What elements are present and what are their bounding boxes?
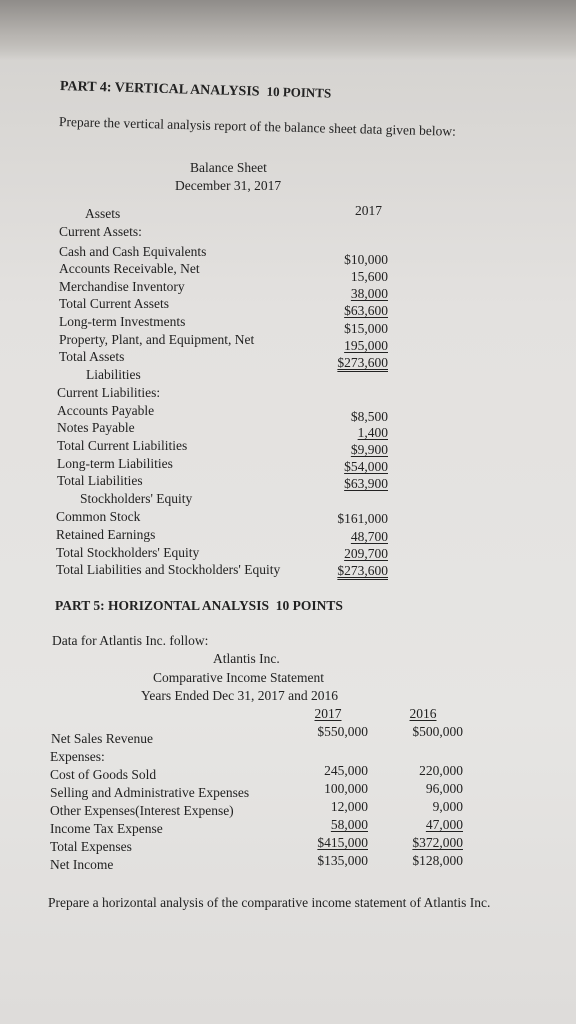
expenses-header: Expenses: [50, 749, 105, 764]
row-label: Common Stock [56, 509, 141, 524]
row-value: 15,600 [350, 269, 388, 284]
statement-period: Years Ended Dec 31, 2017 and 2016 [141, 688, 338, 703]
row-value: $273,600 [337, 563, 388, 578]
expense-label: Other Expenses(Interest Expense) [50, 803, 234, 818]
expense-2017: $135,000 [317, 853, 368, 868]
part4-heading: PART 4: VERTICAL ANALYSIS 10 POINTS [59, 79, 332, 101]
row-value: 38,000 [350, 286, 388, 301]
row-value: 48,700 [350, 529, 388, 544]
row-value: $63,600 [344, 303, 388, 318]
expense-2016: 96,000 [425, 781, 463, 796]
assets-header: Assets [85, 206, 121, 221]
expense-label: Selling and Administrative Expenses [50, 785, 250, 800]
row-label: Long-term Liabilities [57, 456, 173, 471]
col-header-2016: 2016 [409, 706, 437, 721]
net-sales-2016: $500,000 [412, 724, 463, 739]
company-name: Atlantis Inc. [213, 651, 280, 666]
row-value: $10,000 [344, 252, 388, 267]
expense-label: Income Tax Expense [50, 821, 163, 836]
row-value: 209,700 [344, 546, 388, 561]
col-header-2017: 2017 [314, 706, 342, 721]
row-value: $8,500 [350, 409, 388, 424]
row-label: Total Liabilities [57, 473, 143, 488]
expense-2017: 245,000 [324, 763, 368, 778]
row-value: $63,900 [344, 476, 388, 491]
row-label: Notes Payable [57, 420, 135, 435]
expense-2017: 12,000 [330, 799, 368, 814]
expense-2016: $128,000 [412, 853, 463, 868]
expense-2017: 100,000 [324, 781, 368, 796]
expense-label: Cost of Goods Sold [50, 767, 157, 782]
row-label: Total Stockholders' Equity [56, 545, 200, 560]
row-label: Merchandise Inventory [59, 279, 185, 294]
net-sales-2017: $550,000 [317, 724, 368, 739]
row-label: Accounts Receivable, Net [59, 261, 200, 276]
row-value: $161,000 [337, 511, 388, 526]
row-value: 1,400 [357, 425, 388, 440]
expense-label: Net Income [50, 857, 114, 872]
net-sales-label: Net Sales Revenue [51, 731, 153, 746]
row-value: 195,000 [344, 338, 388, 353]
row-value: $15,000 [344, 321, 388, 336]
row-label: Property, Plant, and Equipment, Net [59, 332, 255, 347]
balance-sheet-date: December 31, 2017 [175, 178, 282, 193]
current-assets-header: Current Assets: [59, 224, 142, 239]
expense-2017: $415,000 [317, 835, 368, 850]
equity-header: Stockholders' Equity [80, 491, 193, 506]
expense-2016: $372,000 [412, 835, 463, 850]
row-label: Long-term Investments [59, 314, 186, 329]
balance-sheet-title: Balance Sheet [190, 160, 267, 175]
expense-2017: 58,000 [330, 817, 368, 832]
photo-top-shadow [0, 0, 576, 60]
row-value: $9,900 [350, 442, 388, 457]
expense-2016: 9,000 [432, 799, 463, 814]
row-label: Accounts Payable [57, 403, 155, 418]
part5-heading: PART 5: HORIZONTAL ANALYSIS 10 POINTS [55, 598, 343, 613]
row-label: Total Current Liabilities [57, 438, 188, 453]
row-label: Total Liabilities and Stockholders' Equity [56, 562, 281, 577]
row-label: Cash and Cash Equivalents [59, 244, 207, 259]
part4-instruction: Prepare the vertical analysis report of the balance sheet data given below: [58, 114, 457, 139]
row-value: $273,600 [337, 355, 388, 370]
row-label: Total Current Assets [59, 296, 170, 311]
part5-footer-instruction: Prepare a horizontal analysis of the comparative income statement of Atlantis Inc. [48, 895, 491, 910]
statement-title: Comparative Income Statement [153, 670, 324, 685]
expense-2016: 220,000 [419, 763, 463, 778]
current-liabilities-header: Current Liabilities: [57, 385, 161, 400]
row-label: Retained Earnings [56, 527, 156, 542]
part5-intro: Data for Atlantis Inc. follow: [52, 633, 209, 648]
row-label: Total Assets [59, 349, 125, 364]
expense-2016: 47,000 [425, 817, 463, 832]
expense-label: Total Expenses [50, 839, 132, 854]
year-header-2017: 2017 [355, 203, 382, 218]
liabilities-header: Liabilities [86, 367, 141, 382]
row-value: $54,000 [344, 459, 388, 474]
